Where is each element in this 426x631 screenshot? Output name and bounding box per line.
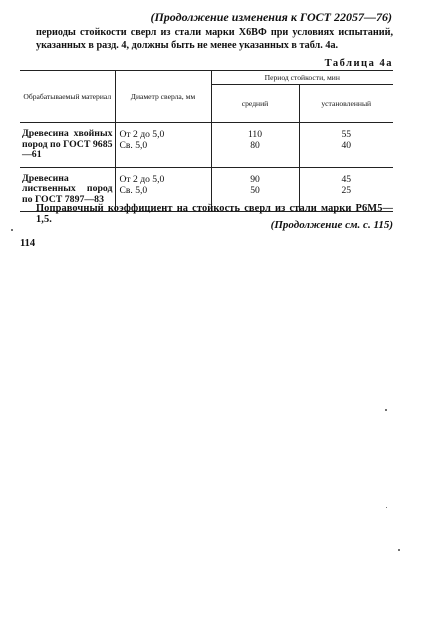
average-value: 90 xyxy=(250,173,260,185)
set-value: 45 xyxy=(341,173,352,185)
average-value: 50 xyxy=(250,184,260,196)
average-cell xyxy=(211,123,299,168)
average-value: 110 xyxy=(247,129,263,140)
header-diameter: Диаметр сверла, мм xyxy=(115,71,211,123)
page-header: (Продолжение изменения к ГОСТ 22057—76) xyxy=(150,10,392,24)
header-period: Период стойкости, мин xyxy=(211,71,393,85)
set-value: 55 xyxy=(341,129,352,140)
durability-table xyxy=(20,70,393,212)
scan-speck xyxy=(385,409,387,411)
diameter-value: От 2 до 5,0 xyxy=(119,129,165,140)
set-value: 25 xyxy=(341,184,352,196)
diameter-cell xyxy=(115,123,211,168)
set-cell xyxy=(299,123,393,168)
diameter-value: Св. 5,0 xyxy=(119,140,148,151)
header-average: средний xyxy=(211,85,299,123)
header-material: Обрабатываемый материал xyxy=(20,71,115,123)
table-label: Таблица 4а xyxy=(324,58,393,69)
header-set: установленный xyxy=(299,85,393,123)
set-value: 40 xyxy=(341,140,352,151)
material-cell: Древесина лиственных пород по ГОСТ 7897—83 xyxy=(20,167,115,212)
page-number: 114 xyxy=(20,238,36,249)
material-cell: Древесина хвойных пород по ГОСТ 9685—61 xyxy=(20,123,115,168)
scan-speck xyxy=(398,549,400,551)
continued-note: (Продолжение см. с. 115) xyxy=(270,219,393,231)
intro-paragraph: периоды стойкости сверл из стали марки Х6ВФ при условиях испытаний, указанных в разд. 4, должны быть не менее указанных в табл. 4а. xyxy=(36,27,393,51)
table-row xyxy=(20,123,393,168)
correction-note: Поправочный коэффициент на стойкость сверл из стали марки Р6М5—1,5. xyxy=(36,203,393,225)
diameter-value: От 2 до 5,0 xyxy=(119,173,165,185)
diameter-value: Св. 5,0 xyxy=(119,184,148,196)
scan-speck xyxy=(11,229,13,231)
average-value: 80 xyxy=(250,140,260,151)
scan-speck xyxy=(386,507,387,508)
